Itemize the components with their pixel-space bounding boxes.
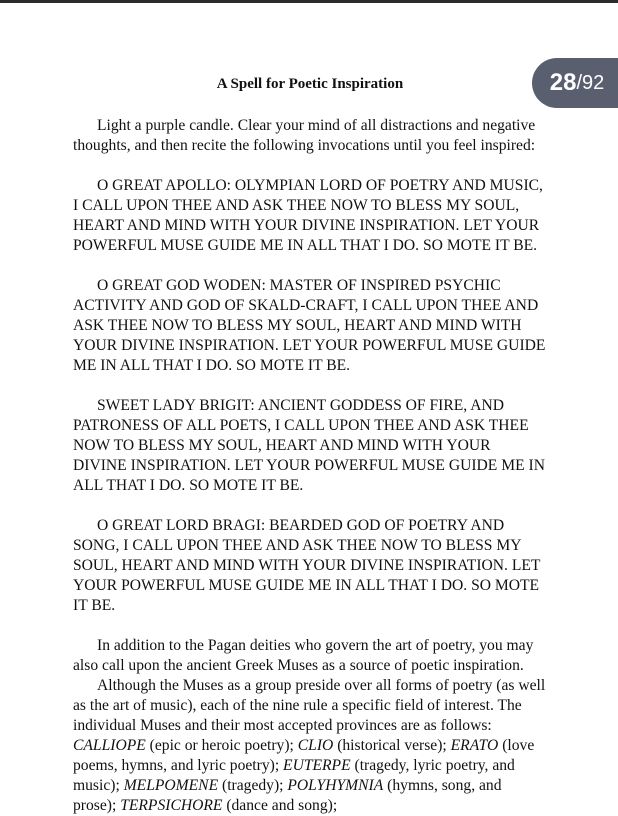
pagan-paragraph: In addition to the Pagan deities who govern the art of poetry, you may also call upon the ancient Greek Muses as a source of poetic inspiration. xyxy=(73,637,534,674)
muse-name: CLIO xyxy=(297,737,334,754)
muse-name: ERATO xyxy=(450,737,499,754)
invocation-bragi: O GREAT LORD BRAGI: BEARDED GOD OF POETRY AND SONG, I CALL UPON THEE AND ASK THEE NOW TO BLESS MY SOUL, HEART AND MIND WITH YOUR DIVINE INSPIRATION. LET YOUR POWERFUL MUSE GUIDE ME IN ALL THAT I DO. SO MOTE IT BE. xyxy=(73,517,541,614)
muse-name: CALLIOPE xyxy=(73,737,146,754)
top-border xyxy=(0,0,618,3)
muse-desc: (hymns, song, and prose); xyxy=(73,777,502,814)
muse-desc: (tragedy); xyxy=(218,777,288,794)
muse-desc: (epic or heroic poetry); xyxy=(145,737,298,754)
page-title: A Spell for Poetic Inspiration xyxy=(216,76,404,92)
muse-desc: (dance and song); xyxy=(222,797,338,814)
page-content xyxy=(73,74,547,816)
muses-paragraph xyxy=(73,676,547,816)
invocation-apollo: O GREAT APOLLO: OLYMPIAN LORD OF POETRY AND MUSIC, I CALL UPON THEE AND ASK THEE NOW TO BLESS MY SOUL, HEART AND MIND WITH YOUR DIVINE INSPIRATION. LET YOUR POWERFUL MUSE GUIDE ME IN ALL THAT I DO. SO MOTE IT BE. xyxy=(73,177,543,254)
invocation-woden: O GREAT GOD WODEN: MASTER OF INSPIRED PSYCHIC ACTIVITY AND GOD OF SKALD-CRAFT, I CALL UPON THEE AND ASK THEE NOW TO BLESS MY SOUL, HEART AND MIND WITH YOUR DIVINE INSPIRATION. LET YOUR POWERFUL MUSE GUIDE ME IN ALL THAT I DO. SO MOTE IT BE. xyxy=(73,277,546,374)
current-page: 28 xyxy=(549,69,577,96)
muse-desc: (historical verse); xyxy=(333,737,451,754)
intro-paragraph: Light a purple candle. Clear your mind of all distractions and negative thoughts, and then recite the following invocations until you feel inspired: xyxy=(73,117,536,154)
total-pages: 92 xyxy=(582,71,605,94)
muse-desc: (tragedy, lyric poetry, and music); xyxy=(73,757,515,794)
muse-desc: (love poems, hymns, and lyric poetry); xyxy=(73,737,535,774)
muses-lead: Although the Muses as a group preside over all forms of poetry (as well as the art of music), each of the nine rule a specific field of interest. The individual Muses and their most accepted provinces are as follows: xyxy=(73,677,546,734)
muse-name: POLYHYMNIA xyxy=(287,777,384,794)
muse-name: EUTERPE xyxy=(283,757,351,774)
muse-name: MELPOMENE xyxy=(123,777,219,794)
muse-name: TERPSICHORE xyxy=(120,797,223,814)
page-separator: / xyxy=(576,71,582,94)
invocation-brigit: SWEET LADY BRIGIT: ANCIENT GODDESS OF FIRE, AND PATRONESS OF ALL POETS, I CALL UPON THEE AND ASK THEE NOW TO BLESS MY SOUL, HEART AND MIND WITH YOUR DIVINE INSPIRATION. LET YOUR POWERFUL MUSE GUIDE ME IN ALL THAT I DO. SO MOTE IT BE. xyxy=(73,397,545,494)
